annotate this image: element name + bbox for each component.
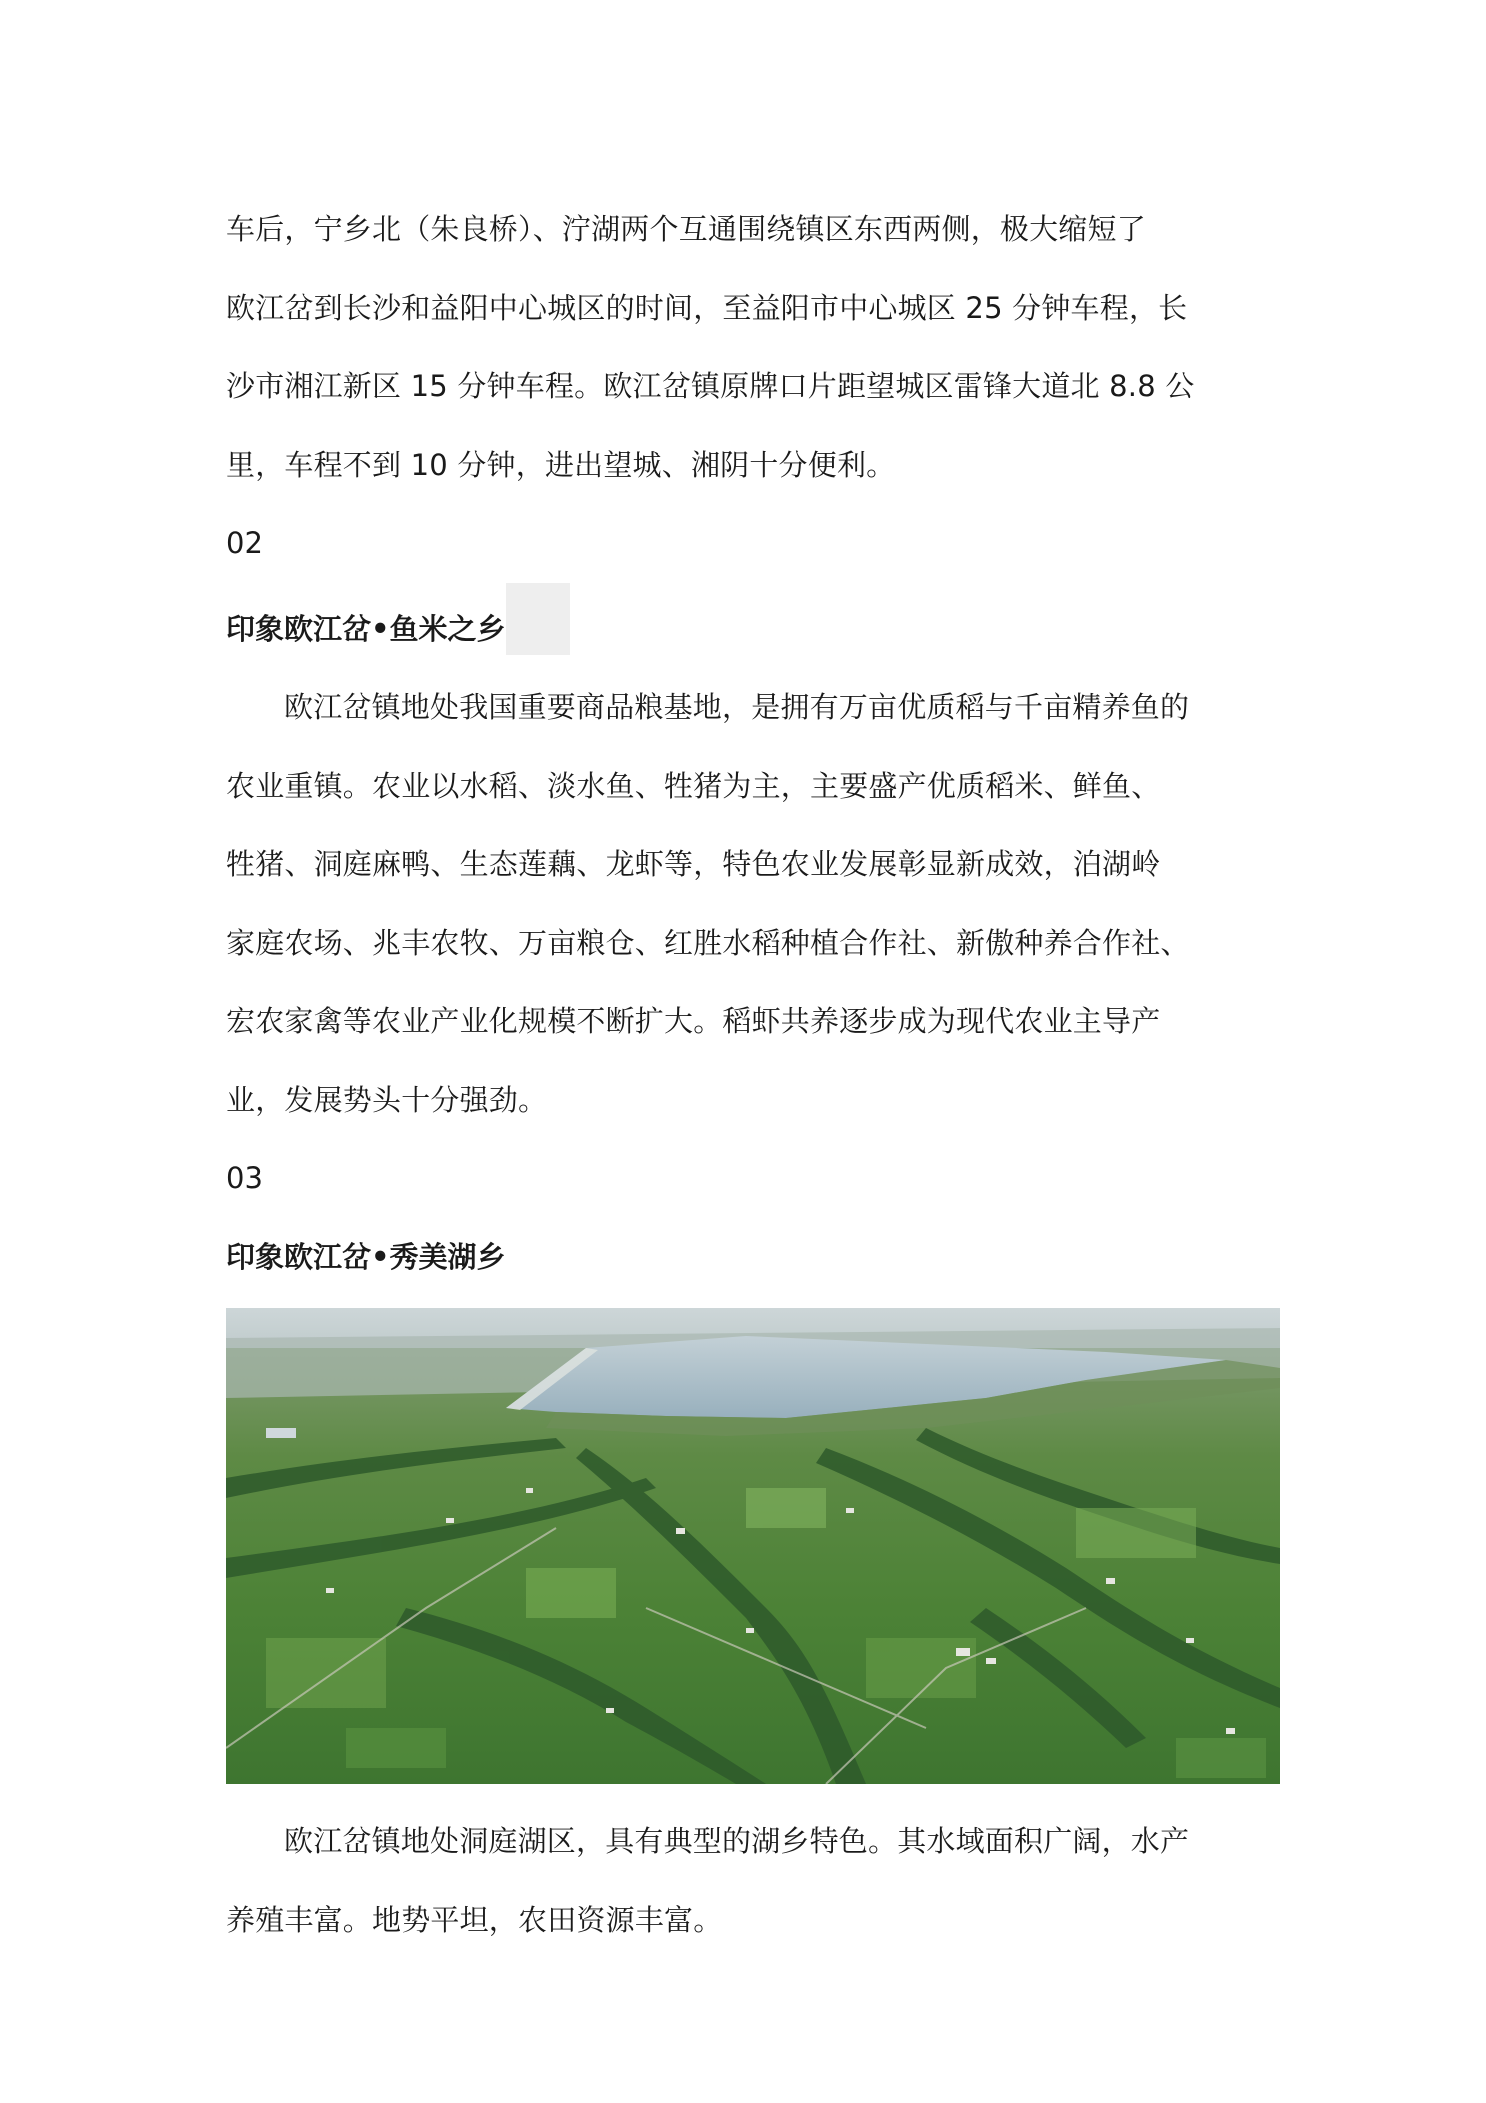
intro-paragraph — [226, 190, 1280, 504]
paragraph-line: 养殖丰富。地势平坦，农田资源丰富。 — [226, 1902, 723, 1937]
paragraph-line: 农业重镇。农业以水稻、淡水鱼、牲猪为主，主要盛产优质稻米、鲜鱼、 — [226, 768, 1161, 803]
paragraph-line: 业，发展势头十分强劲。 — [226, 1082, 548, 1117]
paragraph-line: 沙市湘江新区 15 分钟车程。欧江岔镇原牌口片距望城区雷锋大道北 8.8 公 — [226, 369, 1195, 403]
section-heading-03: 印象欧江岔•秀美湖乡 — [226, 1239, 506, 1274]
aerial-lake-photo — [226, 1308, 1280, 1784]
paragraph-line: 牲猪、洞庭麻鸭、生态莲藕、龙虾等，特色农业发展彰显新成效，泊湖岭 — [226, 847, 1161, 881]
section-02-paragraph — [226, 668, 1280, 1139]
section-number-03: 03 — [226, 1161, 263, 1195]
grey-placeholder-box — [506, 583, 570, 655]
paragraph-line: 车后，宁乡北（朱良桥）、泞湖两个互通围绕镇区东西两侧，极大缩短了 — [226, 212, 1146, 246]
paragraph-line: 欧江岔镇地处我国重要商品粮基地，是拥有万亩优质稻与千亩精养鱼的 — [284, 690, 1190, 724]
document-page — [226, 190, 1280, 1959]
section-03-paragraph — [226, 1802, 1280, 1959]
section-number-02: 02 — [226, 526, 263, 560]
section-heading-text: 印象欧江岔•鱼米之乡 — [226, 611, 506, 646]
paragraph-line: 里，车程不到 10 分钟，进出望城、湘阴十分便利。 — [226, 447, 896, 482]
paragraph-line: 欧江岔镇地处洞庭湖区，具有典型的湖乡特色。其水域面积广阔，水产 — [284, 1824, 1190, 1858]
paragraph-line: 宏农家禽等农业产业化规模不断扩大。稻虾共养逐步成为现代农业主导产 — [226, 1004, 1161, 1038]
section-heading-02 — [226, 583, 1280, 669]
paragraph-line: 家庭农场、兆丰农牧、万亩粮仓、红胜水稻种植合作社、新傲种养合作社、 — [226, 925, 1190, 960]
paragraph-line: 欧江岔到长沙和益阳中心城区的时间，至益阳市中心城区 25 分钟车程，长 — [226, 290, 1188, 325]
